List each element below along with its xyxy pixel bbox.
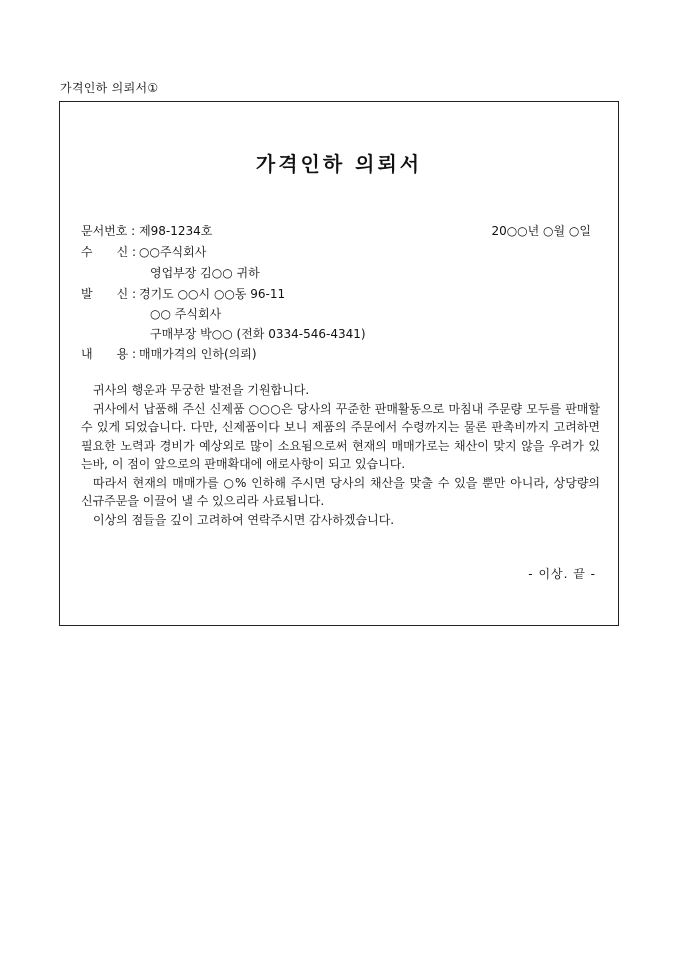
recipient-row [81, 243, 206, 260]
body-paragraph: 따라서 현재의 매매가를 ○% 인하해 주시면 당사의 채산을 맞출 수 있을 뿐만 아니라, 상당량의 신규주문을 이끌어 낼 수 있으리라 사료됩니다. [81, 475, 600, 508]
sender-label: 발 신 : [81, 287, 137, 301]
letter-closing: - 이상. 끝 - [528, 567, 596, 581]
body-paragraph: 이상의 점들을 깊이 고려하여 연락주시면 감사하겠습니다. [93, 512, 395, 527]
letter-date: 20○○년 ○월 ○일 [491, 224, 591, 238]
body-paragraph: 귀사에서 납품해 주신 신제품 ○○○은 당사의 꾸준한 판매활동으로 마침내 주문량 모두를 판매할 수 있게 되었습니다. 다만, 신제품이다 보니 제품의 주문에서 수령까지는 물론 판촉비까지 고려하면 필요한 노력과 경비가 예상외로 많이 소요됨으로써 현재의 매매가로는 채산이 맞지 않을 우려가 있는바, 이 점이 앞으로의 판매확대에 애로사항이 되고 있습니다. [81, 401, 600, 471]
doc-number-row [81, 222, 212, 239]
letter-body [81, 381, 600, 529]
subject-row [81, 345, 257, 362]
sender-address: 경기도 ○○시 ○○동 96-11 [139, 287, 286, 301]
recipient-company: ○○주식회사 [139, 245, 207, 259]
letter-frame [59, 101, 619, 626]
letter-title: 가격인하 의뢰서 [255, 152, 423, 176]
document-caption: 가격인하 의뢰서① [60, 81, 159, 95]
doc-number-value: 제98-1234호 [139, 224, 213, 238]
doc-number-label: 문서번호 : [81, 224, 136, 238]
body-paragraph: 귀사의 행운과 무궁한 발전을 기원합니다. [93, 383, 310, 397]
subject-value: 매매가격의 인하(의뢰) [139, 347, 257, 361]
sender-person: 구매부장 박○○ (전화 0334-546-4341) [150, 327, 366, 341]
sender-company: ○○ 주식회사 [150, 307, 222, 321]
recipient-label: 수 신 : [81, 245, 137, 259]
sender-row [81, 285, 285, 302]
subject-label: 내 용 : [81, 347, 137, 361]
recipient-person: 영업부장 김○○ 귀하 [150, 266, 260, 280]
